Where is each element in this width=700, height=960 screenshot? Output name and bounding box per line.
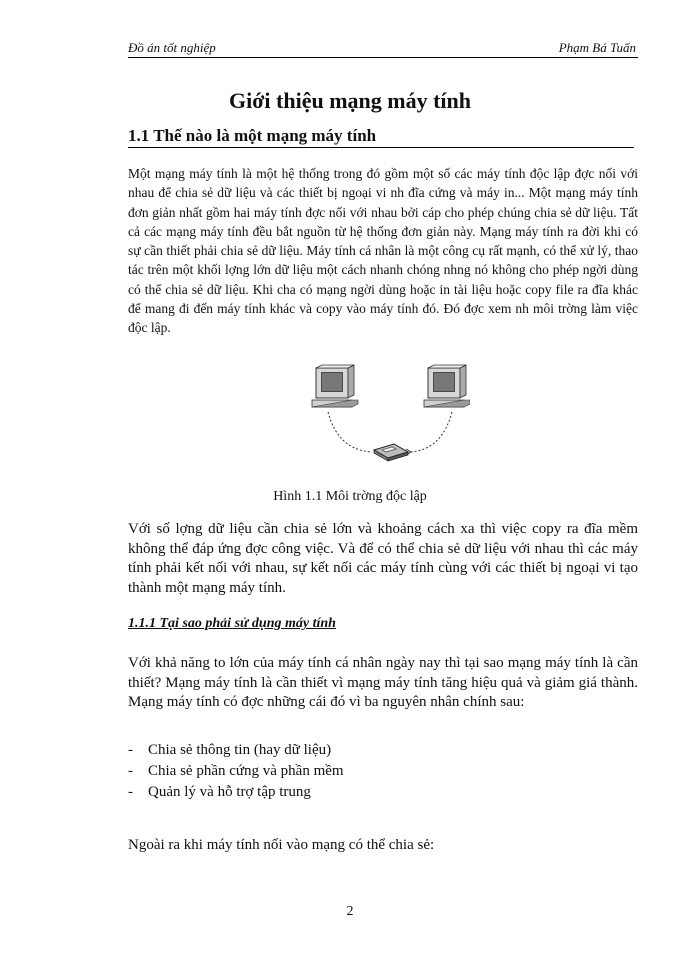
transfer-arc-right	[410, 412, 452, 452]
list-item	[128, 782, 344, 803]
paragraph-why-network: Với khả năng to lớn của máy tính cá nhân ngày nay thì tại sao mạng máy tính là cần thiết? Mạng máy tính là cần thiết vì mạng máy tính tăng hiệu quả và giảm giá thành. Mạng máy tính có đợc những cái đó vì ba nguyên nhân chính sau:	[128, 655, 638, 710]
computer-left-icon	[312, 365, 358, 407]
intro-paragraph: Một mạng máy tính là một hệ thống trong đó gồm một số các máy tính độc lập đợc nối với nhau để chia sẻ dữ liệu và các thiết bị ngoại vi nh đĩa cứng và máy in... Một mạng máy tính đơn giản nhất gồm hai máy tính đợc nối với nhau bởi cáp cho phép chúng chia sẻ dữ liệu. Tất cả các mạng máy tính đều bắt nguồn từ hệ thống đơn giản này. Mạng máy tính ra đời khi có sự cần thiết phải chia sẻ dữ liệu. Máy tính cá nhân là một công cụ rất mạnh, có thể xử lý, thao tác trên một khối lợng lớn dữ liệu một cách nhanh chóng nhng nó không cho phép ngời dùng có thể chia sẻ dữ liệu. Khi cha có mạng ngời dùng hoặc in tài liệu hoặc copy file ra đĩa khác để mang đi đến máy tính khác và copy vào máy tính đó. Đó đợc xem nh môi trờng làm việc độc lập.	[128, 166, 638, 336]
list-item-text: Chia sẻ phần cứng và phần mềm	[148, 763, 344, 779]
list-item-text: Quản lý và hỗ trợ tập trung	[148, 784, 311, 800]
paragraph-sharing: Ngoài ra khi máy tính nối vào mạng có thể chia sẻ:	[128, 837, 435, 853]
paragraph-network-need: Với số lợng dữ liệu cần chia sẻ lớn và khoảng cách xa thì việc copy ra đĩa mềm không thể đáp ứng đợc công việc. Và để có thể chia sẻ dữ liệu với nhau thì các máy tính phải kết nối với nhau, sự kết nối các máy tính cùng với các thiết bị ngoại vi tạo thành một mạng máy tính.	[128, 521, 638, 596]
list-item	[128, 740, 344, 761]
bullet-marker: -	[128, 763, 133, 779]
section-heading: 1.1 Thế nào là một mạng máy tính	[128, 126, 377, 145]
bullet-marker: -	[128, 742, 133, 758]
header-rule	[128, 57, 638, 58]
list-item-text: Chia sẻ thông tin (hay dữ liệu)	[148, 742, 332, 758]
floppy-disk-icon	[374, 444, 408, 461]
computer-right-icon	[424, 365, 470, 407]
standalone-computers-figure	[310, 358, 470, 473]
header-right: Phạm Bá Tuấn	[558, 40, 636, 55]
page-number: 2	[346, 904, 354, 919]
header-left: Đồ án tốt nghiệp	[128, 40, 216, 55]
bullet-marker: -	[128, 784, 133, 800]
transfer-arc-left	[328, 412, 372, 452]
list-item	[128, 761, 344, 782]
section-rule	[128, 147, 634, 148]
subsection-heading: 1.1.1 Tại sao phải sử dụng máy tính	[128, 616, 336, 631]
reasons-list	[128, 740, 344, 803]
figure-caption: Hình 1.1 Môi trờng độc lập	[273, 489, 427, 504]
page-title: Giới thiệu mạng máy tính	[229, 88, 471, 113]
